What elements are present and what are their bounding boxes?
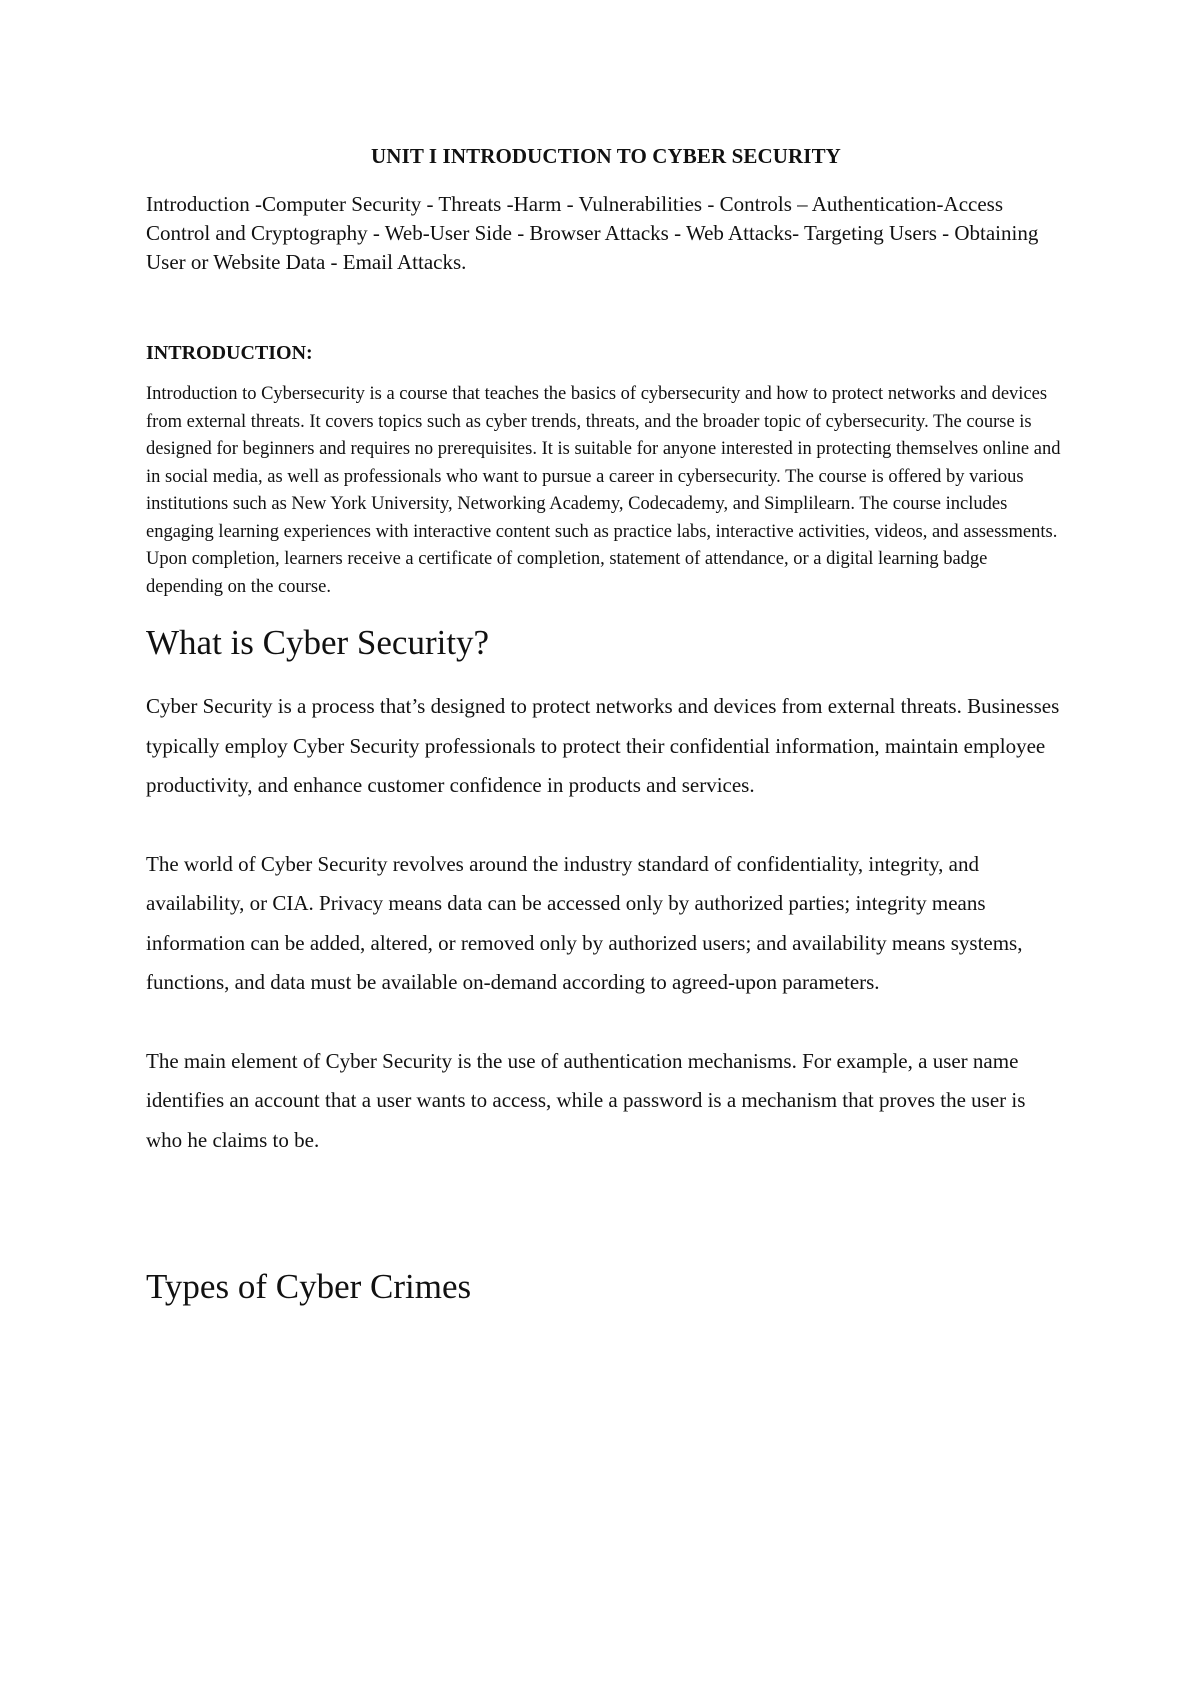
introduction-heading: INTRODUCTION: — [146, 342, 313, 364]
introduction-paragraph: Introduction to Cybersecurity is a course that teaches the basics of cybersecurity and how to protect networks and devices from external threats. It covers topics such as cyber trends, threats, and the broader topic of cybersecurity. The course is designed for beginners and requires no prerequisites. It is suitable for anyone interested in protecting themselves online and in social media, as well as professionals who want to pursue a career in cybersecurity. The course is offered by various institutions such as New York University, Networking Academy, Codecademy, and Simplilearn. The course includes engaging learning experiences with interactive content such as practice labs, interactive activities, videos, and assessments. Upon completion, learners receive a certificate of completion, statement of attendance, or a digital learning badge depending on the course. — [146, 384, 1061, 597]
syllabus-topics: Introduction -Computer Security - Threats -Harm - Vulnerabilities - Controls – Authentication-Access Control and Cryptography - Web-User Side - Browser Attacks - Web Attacks- Targeting Users - Obtaining User or Website Data - Email Attacks. — [146, 192, 1039, 274]
authentication-paragraph: The main element of Cyber Security is the use of authentication mechanisms. For example, a user name identifies an account that a user wants to access, while a password is a mechanism that proves the user is who he claims to be. — [146, 1048, 1026, 1152]
unit-title: UNIT I INTRODUCTION TO CYBER SECURITY — [371, 144, 841, 168]
what-is-cyber-security-heading: What is Cyber Security? — [146, 623, 490, 662]
types-of-cyber-crimes-heading: Types of Cyber Crimes — [146, 1267, 472, 1306]
document-content — [146, 142, 1066, 1309]
cia-paragraph: The world of Cyber Security revolves around the industry standard of confidentiality, integrity, and availability, or CIA. Privacy means data can be accessed only by authorized parties; integrity means information can be added, altered, or removed only by authorized users; and availability means systems, functions, and data must be available on-demand according to agreed-upon parameters. — [146, 851, 1023, 994]
definition-paragraph: Cyber Security is a process that’s designed to protect networks and devices from external threats. Businesses typically employ Cyber Security professionals to protect their confidential information, maintain employee productivity, and enhance customer confidence in products and services. — [146, 694, 1060, 797]
